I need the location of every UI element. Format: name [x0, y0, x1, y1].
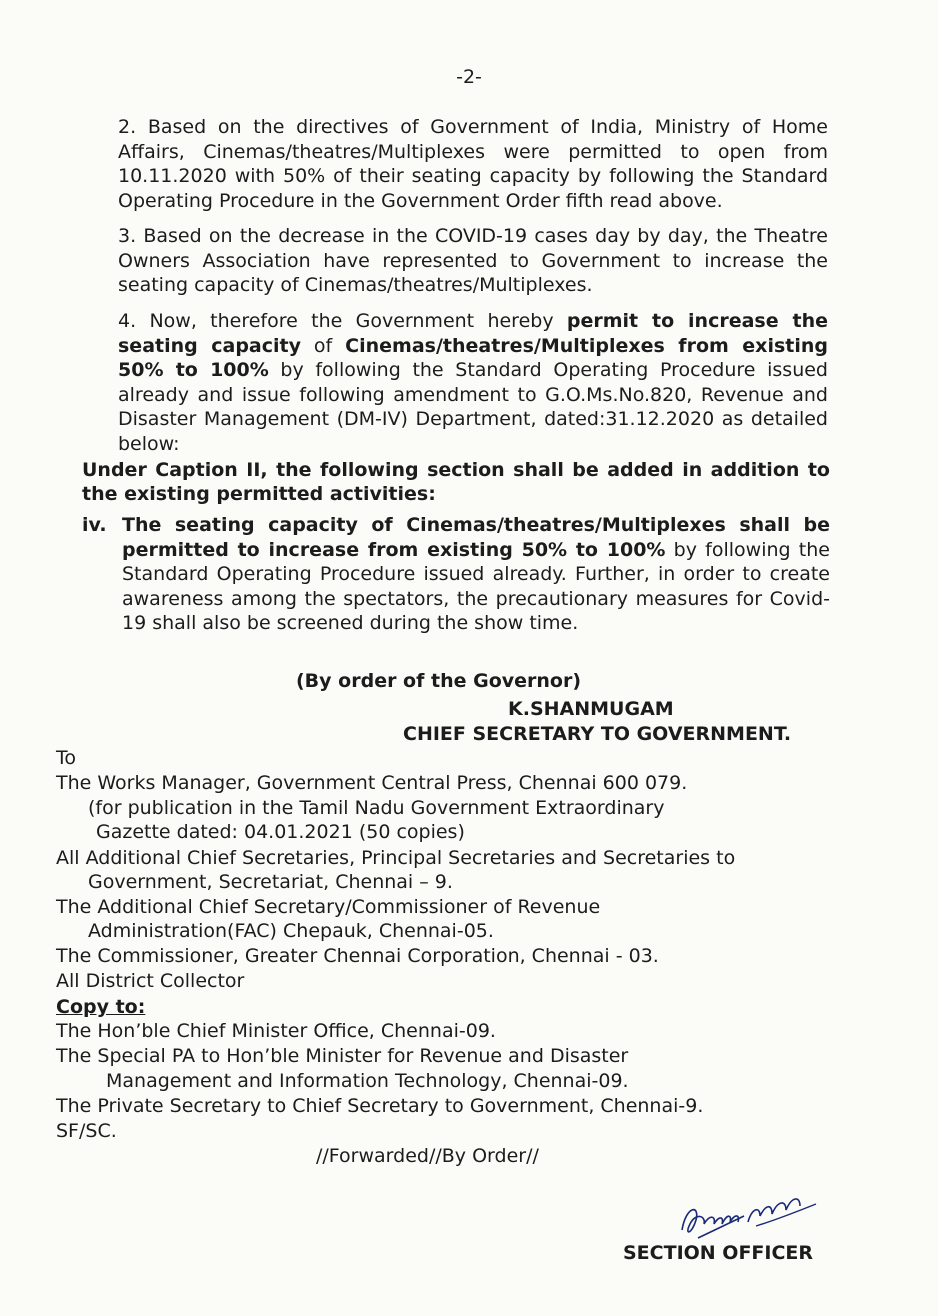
paragraph-4-text-2: of [301, 334, 346, 357]
copy-line: The Private Secretary to Chief Secretary to Government, Chennai-9. [56, 1095, 704, 1117]
paragraph-4-text-3: by following the Standard Operating Procedure issued already and issue following amendment to G.O.Ms.No.820, Revenue and Disaster Management (DM-IV) Department, dated:31.12.2020 as detailed below: [118, 359, 828, 455]
paragraph-4-bold-2: Cinemas/theatres/Multiplexes from existing 50% to 100% [118, 334, 828, 381]
page-number: -2- [456, 66, 482, 88]
section-officer-title: SECTION OFFICER [623, 1242, 814, 1264]
to-line: The Works Manager, Government Central Press, Chennai 600 079. [56, 772, 688, 794]
paragraph-4-bold-1: permit to increase the seating capacity [118, 310, 828, 357]
signatory-name: K.SHANMUGAM [508, 698, 674, 720]
to-line: Gazette dated: 04.01.2021 (50 copies) [96, 821, 465, 843]
to-line: The Additional Chief Secretary/Commissioner of Revenue [56, 896, 601, 918]
to-line: (for publication in the Tamil Nadu Government Extraordinary [88, 797, 665, 819]
item-text: by following the Standard Operating Procedure issued already. Further, in order to create awareness among the spectators, the precautionary measures for Covid-19 shall also be screened during the show time. [122, 538, 830, 634]
to-line: The Commissioner, Greater Chennai Corporation, Chennai - 03. [56, 945, 659, 967]
paragraph-2 [56, 115, 828, 213]
to-line: Administration(FAC) Chepauk, Chennai-05. [88, 920, 494, 942]
to-line: Government, Secretariat, Chennai – 9. [88, 871, 453, 893]
paragraph-3-text: 3. Based on the decrease in the COVID-19 cases day by day, the Theatre Owners Association have represented to Government to increase the seating capacity of Cinemas/theatres/Multiplexes. [118, 225, 828, 296]
paragraph-4 [56, 309, 828, 456]
copy-to-label: Copy to: [56, 996, 146, 1018]
copy-line: The Special PA to Hon’ble Minister for Revenue and Disaster [56, 1045, 629, 1067]
copy-line: Management and Information Technology, Chennai-09. [106, 1070, 629, 1092]
copy-line: SF/SC. [56, 1120, 117, 1142]
signatory-title: CHIEF SECRETARY TO GOVERNMENT. [403, 723, 792, 745]
forwarded-line: //Forwarded//By Order// [316, 1145, 539, 1167]
paragraph-4-text-1: 4. Now, therefore the Government hereby [118, 310, 567, 332]
paragraph-3 [56, 224, 828, 298]
to-line: All District Collector [56, 970, 245, 992]
item-bold-text: The seating capacity of Cinemas/theatres/Multiplexes shall be permitted to increase from existing 50% to 100% [122, 514, 830, 561]
paragraph-2-text: 2. Based on the directives of Government of India, Ministry of Home Affairs, Cinemas/theatres/Multiplexes were permitted to open from 10.11.2020 with 50% of their seating capacity by following the Standard Operating Procedure in the Government Order fifth read above. [118, 116, 828, 212]
item-number: iv. [82, 514, 107, 536]
to-line: All Additional Chief Secretaries, Principal Secretaries and Secretaries to [56, 847, 736, 869]
to-label: To [56, 747, 77, 769]
copy-line: The Hon’ble Chief Minister Office, Chennai-09. [56, 1020, 496, 1042]
caption-heading: Under Caption II, the following section shall be added in addition to the existing permitted activities: [82, 459, 830, 505]
amendment-item-iv [82, 513, 830, 636]
by-order-line: (By order of the Governor) [296, 670, 582, 692]
